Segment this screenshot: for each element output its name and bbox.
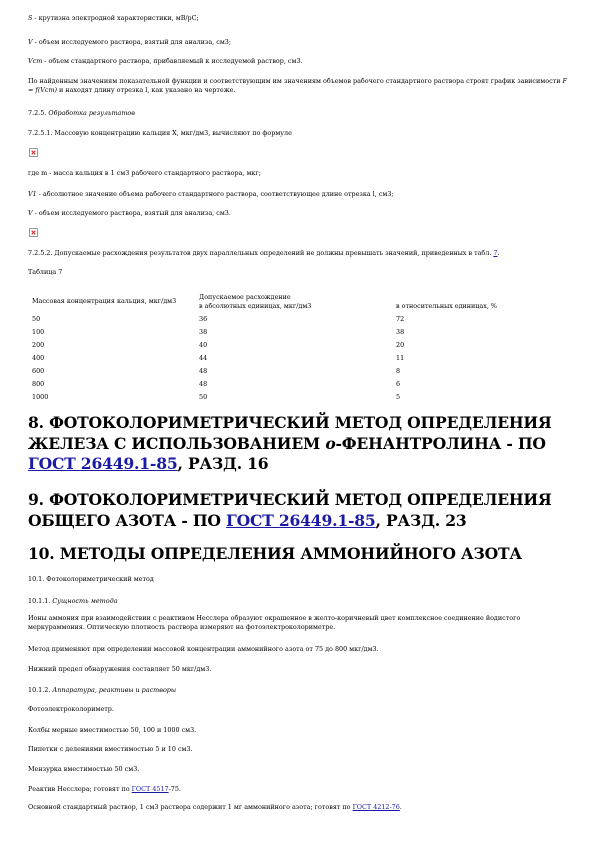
definition-text: - объем исследуемого раствора, взятый для анализа, см3. xyxy=(32,209,231,217)
table-cell: 50 xyxy=(199,393,208,401)
equipment-item: Мензурка вместимостью 50 см3. xyxy=(28,765,140,773)
section-number: 10.1.2. xyxy=(28,686,53,694)
heading-section-10: 10. МЕТОДЫ ОПРЕДЕЛЕНИЯ АММОНИЙНОГО АЗОТА xyxy=(28,544,522,563)
variable: V xyxy=(28,209,33,217)
equipment-item: Фотоэлектроколориметр. xyxy=(28,705,114,713)
variable: Vст xyxy=(28,57,43,65)
detection-limit-paragraph: Нижний предел обнаружения составляет 50 мкг/дм3. xyxy=(28,665,212,673)
table-cell: 6 xyxy=(396,380,401,388)
paragraph-7-2-5-1: 7.2.5.1. Массовую концентрацию кальция X, мкг/дм3, вычисляют по формуле xyxy=(28,129,292,137)
section-title: Обработка результатов xyxy=(48,109,135,117)
definition-m: где m - масса кальция в 1 см3 рабочего стандартного раствора, мкг; xyxy=(28,169,261,177)
definition-text: - объем исследуемого раствора, взятый для анализа, см3; xyxy=(32,38,232,46)
table-header-concentration: Массовая концентрация кальция, мкг/дм3 xyxy=(32,297,177,305)
heading-section-9 xyxy=(28,490,573,531)
paragraph-7-2-5-2 xyxy=(28,249,568,258)
paragraph-text: Реактив Несслера; готовят по xyxy=(28,785,132,793)
definition-vst xyxy=(28,57,568,66)
subsection-10-1-2 xyxy=(28,686,568,695)
section-title: Сущность метода xyxy=(52,597,118,605)
heading-section-8 xyxy=(28,413,573,475)
heading-text: , РАЗД. 23 xyxy=(375,510,467,530)
table-caption: Таблица 7 xyxy=(28,268,63,276)
table-cell: 400 xyxy=(32,354,45,362)
table-cell: 38 xyxy=(396,328,405,336)
table-cell: 1000 xyxy=(32,393,49,401)
table-cell: 44 xyxy=(199,354,208,362)
method-principle-paragraph: Ионы аммония при взаимодействии с реактивом Несслера образуют окрашенное в желто-коричневый цвет комплексное соединение йодистого меркураммония. Оптическую плотность раствора измеряют на фотоэлектроколориметре. xyxy=(28,614,521,631)
table-cell: 72 xyxy=(396,315,405,323)
method-range-paragraph: Метод применяют при определении массовой концентрации аммонийного азота от 75 до 800 мкг/дм3. xyxy=(28,645,379,653)
gost-26449-link[interactable]: ГОСТ 26449.1-85 xyxy=(226,510,376,530)
equipment-item: Пипетки с делениями вместимостью 5 и 10 см3. xyxy=(28,745,193,753)
subsection-title-7-2-5 xyxy=(28,109,568,118)
heading-italic: о xyxy=(325,433,336,453)
table-cell: 48 xyxy=(199,367,208,375)
formula-inline: F = f(Vст) xyxy=(28,77,567,94)
definition-v1 xyxy=(28,190,568,199)
table-cell: 40 xyxy=(199,341,208,349)
subsection-10-1-1 xyxy=(28,597,568,606)
definition-text: - крутизна электродной характеристики, мВ/рС; xyxy=(32,14,199,22)
definition-s xyxy=(28,14,568,23)
table-cell: 20 xyxy=(396,341,405,349)
paragraph-text: . xyxy=(399,803,402,811)
table-7-link[interactable]: 7 xyxy=(493,249,498,257)
paragraph-text: По найденным значениям показательной функции и соответствующим им значениям объемов рабочего стандартного раствора строят график зависимости xyxy=(28,77,563,85)
section-title: Аппаратура, реактивы и растворы xyxy=(52,686,177,694)
reagent-item xyxy=(28,803,568,812)
table-header-relative: в относительных единицах, % xyxy=(396,302,497,310)
definition-text: - объем стандартного раствора, прибавляемый к исследуемой раствор, см3. xyxy=(42,57,303,65)
heading-text: 8. ФОТОКОЛОРИМЕТРИЧЕСКИЙ МЕТОД ОПРЕДЕЛЕНИЯ ЖЕЛЕЗА С ИСПОЛЬЗОВАНИЕМ xyxy=(28,413,552,453)
table-cell: 48 xyxy=(199,380,208,388)
equipment-item: Колбы мерные вместимостью 50, 100 и 1000 см3. xyxy=(28,726,197,734)
table-cell: 100 xyxy=(32,328,45,336)
definition-v xyxy=(28,38,568,47)
table-cell: 800 xyxy=(32,380,45,388)
definition-v-2 xyxy=(28,209,568,218)
paragraph-text: -75. xyxy=(168,785,181,793)
paragraph-text: Основной стандартный раствор, 1 см3 раствора содержит 1 мг аммонийного азота; готовят по xyxy=(28,803,353,811)
table-cell: 38 xyxy=(199,328,208,336)
table-cell: 600 xyxy=(32,367,45,375)
reagent-item xyxy=(28,785,568,794)
subsection-10-1: 10.1. Фотоколориметрический метод xyxy=(28,575,154,583)
broken-image-icon xyxy=(29,148,38,157)
paragraph-text: . xyxy=(497,249,500,257)
paragraph-text: и находят длину отрезка l, как указано на чертеже. xyxy=(57,85,236,94)
table-cell: 36 xyxy=(199,315,208,323)
heading-text: 9. ФОТОКОЛОРИМЕТРИЧЕСКИЙ МЕТОД ОПРЕДЕЛЕНИЯ ОБЩЕГО АЗОТА - ПО xyxy=(28,490,552,530)
variable: S xyxy=(28,14,33,22)
table-header-group: Допускаемое расхождение xyxy=(199,293,291,301)
variable: V1 xyxy=(28,190,37,198)
gost-4212-link[interactable]: ГОСТ 4212-76 xyxy=(352,803,400,811)
section-number: 10.1.1. xyxy=(28,597,53,605)
table-cell: 11 xyxy=(396,354,405,362)
heading-text: , РАЗД. 16 xyxy=(177,454,269,473)
table-cell: 200 xyxy=(32,341,45,349)
gost-26449-link[interactable]: ГОСТ 26449.1-85 xyxy=(28,454,178,473)
heading-text: -ФЕНАНТРОЛИНА - ПО xyxy=(335,433,546,453)
variable: V xyxy=(28,38,33,46)
broken-image-icon xyxy=(29,228,38,237)
table-cell: 8 xyxy=(396,367,401,375)
table-cell: 5 xyxy=(396,393,401,401)
gost-4517-link[interactable]: ГОСТ 4517 xyxy=(131,785,169,793)
definition-text: - абсолютное значение объема рабочего стандартного раствора, соответствующее длине отрезка l, см3; xyxy=(36,190,394,198)
table-cell: 50 xyxy=(32,315,41,323)
graph-instruction xyxy=(28,77,568,94)
section-number: 7.2.5. xyxy=(28,109,49,117)
paragraph-text: 7.2.5.2. Допускаемые расхождения результатов двух параллельных определений не должны превышать значений, приведенных в табл. xyxy=(28,249,494,257)
table-header-absolute: в абсолютных единицах, мкг/дм3 xyxy=(199,302,312,310)
